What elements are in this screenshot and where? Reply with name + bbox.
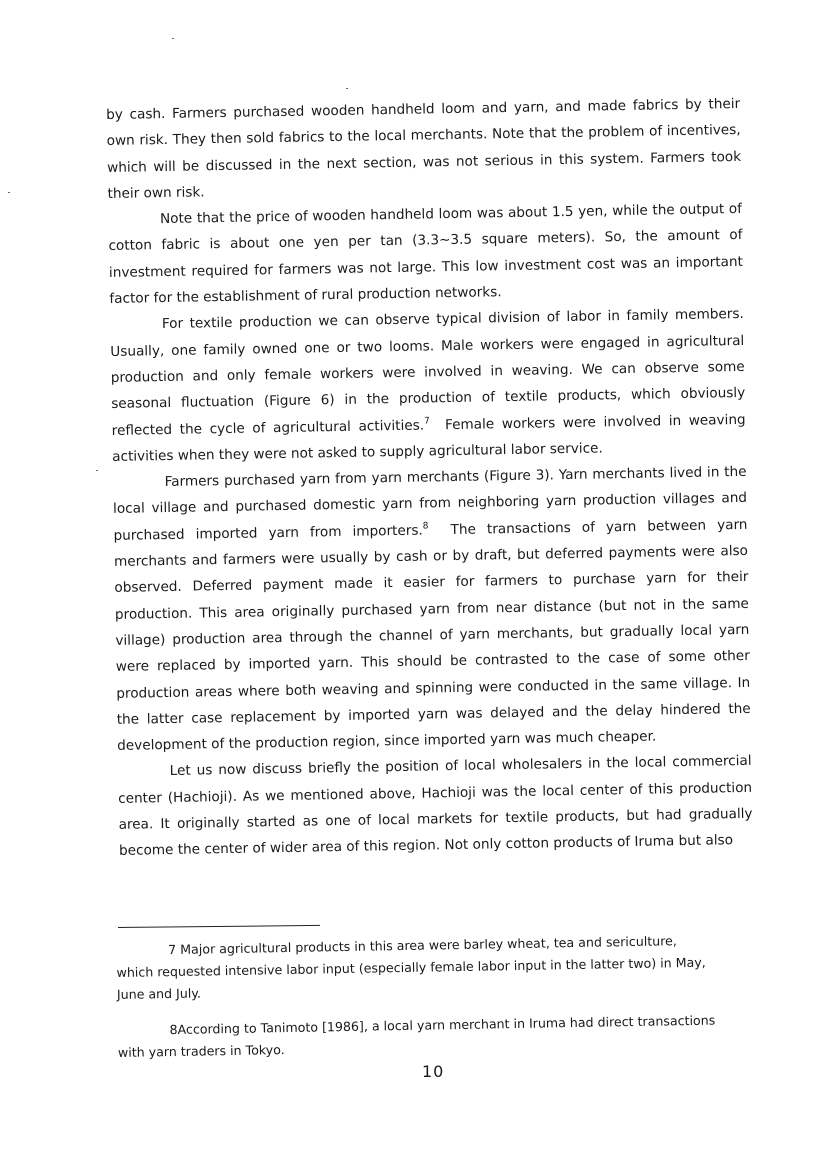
paragraph xyxy=(112,459,751,759)
paragraph-text: For textile production we can observe typical division of labor in family members. Usually, one family owned one or two looms. Male workers were engaged in agricultural production and only female workers were involved in weaving. We can observe some seasonal fluctuation (Figure 6) in the production of textile products, which obviously reflected the cycle of agricultural activities. xyxy=(110,306,746,439)
paragraph-text: Farmers purchased yarn from yarn merchants (Figure 3). Yarn merchants lived in the local village and purchased domestic yarn from neighboring yarn production villages and purchased imported yarn from importers. xyxy=(112,464,748,544)
page-number: 10 xyxy=(422,1062,445,1081)
footnote-ref[interactable]: 7 xyxy=(423,415,430,427)
footnote xyxy=(116,930,717,1006)
paragraph: by cash. Farmers purchased wooden handheld loom and yarn, and made fabrics by their own risk. They then sold fabrics to the local merchants. Note that the problem of incentives, which will be discussed in the next section, was not serious in this system. Farmers took their own risk. xyxy=(106,95,742,202)
paragraph: Let us now discuss briefly the position of local wholesalers in the local commercial center (Hachioji). As we mentioned above, Hachioji was the local center of this production area. It originally started as one of local markets for textile products, but had gradually become the center of wider area of this region. Not only cotton products of Iruma but also xyxy=(118,753,753,860)
footnote-text: According to Tanimoto [1986], a local yarn merchant in Iruma had direct transactions with yarn traders in Tokyo. xyxy=(117,1012,716,1060)
body-text xyxy=(106,91,753,865)
paragraph: Note that the price of wooden handheld loom was about 1.5 yen, while the output of cotton fabric is about one yen per tan (3.3~3.5 square meters). So, the amount of investment required for farmers was not large. This low investment cost was an important factor for the establishment of rural production networks. xyxy=(108,201,744,308)
footnote-mark: 8 xyxy=(169,1021,178,1038)
scan-speck xyxy=(346,88,348,89)
footnote-text: Major agricultural products in this area were barley wheat, tea and sericulture, which requested intensive labor input (especially female labor input in the latter two) in May, June and July. xyxy=(116,933,706,1002)
paragraph-text: The transactions of yarn between yarn merchants and farmers were usually by cash or by draft, but deferred payments were also observed. Deferred payment made it easier for farmers to purchase yarn for their production. This area originally purchased yarn from near distance (but not in the same village) production area through the channel of yarn merchants, but gradually local yarn were replaced by imported yarn. This should be contrasted to the case of some other production areas where both weaving and spinning were conducted in the same village. In the latter case replacement by imported yarn was delayed and the delay hindered the development of the production region, since imported yarn was much cheaper. xyxy=(113,516,751,755)
footnotes xyxy=(116,930,718,1064)
paragraph-text: Female workers were involved in weaving activities when they were not asked to supply agricultural labor service. xyxy=(112,411,746,465)
paragraph xyxy=(110,301,747,470)
scan-speck xyxy=(8,192,10,193)
scan-speck xyxy=(172,38,174,39)
scan-speck xyxy=(96,470,98,471)
footnote-mark: 7 xyxy=(168,941,177,958)
footnote xyxy=(117,1010,718,1064)
footnote-ref[interactable]: 8 xyxy=(422,521,429,532)
footnote-divider xyxy=(118,925,320,928)
